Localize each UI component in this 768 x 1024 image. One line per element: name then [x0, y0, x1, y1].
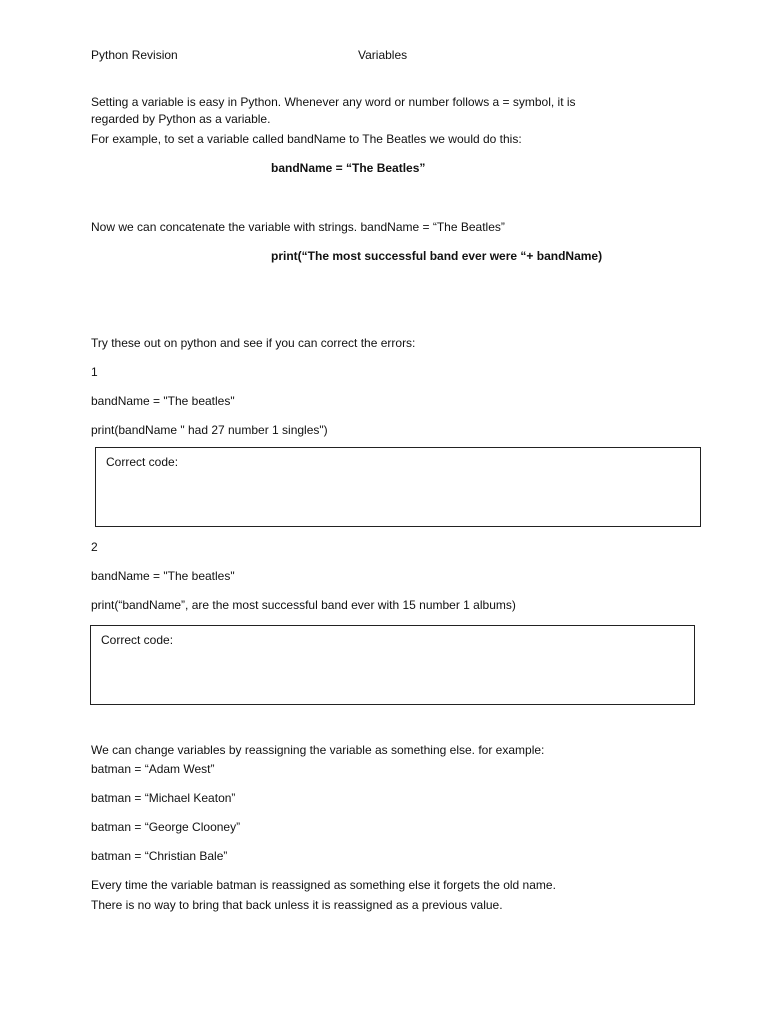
reassign-conclusion-1: Every time the variable batman is reassigned as something else it forgets the old name.	[91, 878, 556, 892]
exercise-1-answer-label: Correct code:	[106, 455, 179, 469]
intro-line-2: regarded by Python as a variable.	[91, 112, 271, 126]
reassign-conclusion-2: There is no way to bring that back unless it is reassigned as a previous value.	[91, 898, 503, 912]
intro-line-3: For example, to set a variable called bandName to The Beatles we would do this:	[91, 132, 522, 146]
intro-code-example: bandName = “The Beatles”	[271, 161, 426, 175]
exercise-1-answer-box[interactable]	[95, 447, 701, 527]
reassign-line: batman = “Michael Keaton”	[91, 791, 236, 805]
exercise-1-code-line-1: bandName = "The beatles"	[91, 394, 235, 408]
topic-title: Variables	[358, 48, 408, 62]
concat-code-example: print(“The most successful band ever were “+ bandName)	[271, 249, 603, 263]
reassign-intro: We can change variables by reassigning the variable as something else. for example:	[91, 743, 545, 757]
exercise-2-answer-box[interactable]	[90, 625, 695, 705]
reassign-line: batman = “Adam West”	[91, 762, 215, 776]
exercise-1-code-line-2: print(bandName " had 27 number 1 singles")	[91, 423, 328, 437]
exercise-2-answer-label: Correct code:	[101, 633, 174, 647]
exercise-number-1: 1	[91, 365, 98, 379]
exercise-2-code-line-2: print(“bandName”, are the most successful band ever with 15 number 1 albums)	[91, 598, 516, 612]
reassign-line: batman = “Christian Bale”	[91, 849, 228, 863]
intro-line-1: Setting a variable is easy in Python. Whenever any word or number follows a = symbol, it is	[91, 95, 576, 109]
exercise-2-code-line-1: bandName = "The beatles"	[91, 569, 235, 583]
exercise-number-2: 2	[91, 540, 98, 554]
concat-text: Now we can concatenate the variable with strings. bandName = “The Beatles”	[91, 220, 505, 234]
exercise-instructions: Try these out on python and see if you can correct the errors:	[91, 336, 416, 350]
document-title: Python Revision	[91, 48, 178, 62]
reassign-line: batman = “George Clooney”	[91, 820, 241, 834]
